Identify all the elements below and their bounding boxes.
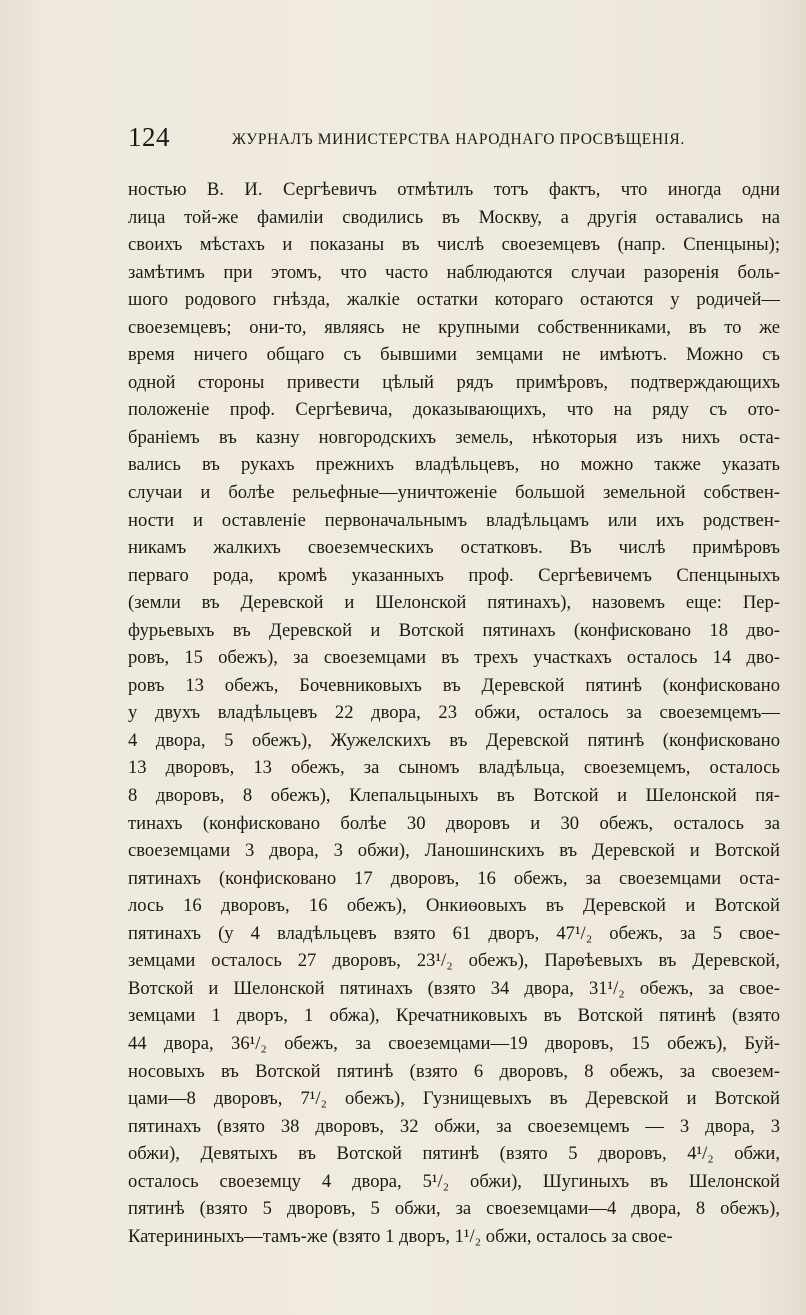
- text-line: обжи), Девятыхъ въ Вотской пятинѣ (взято 5 дворовъ, 4¹/₂ обжи,: [128, 1143, 780, 1165]
- text-line: фурьевыхъ въ Деревской и Вотской пятинахъ (конфисковано 18 дво-: [128, 619, 780, 641]
- text-line: Катерининыхъ—тамъ-же (взято 1 дворъ, 1¹/₂ обжи, осталось за свое-: [128, 1225, 673, 1247]
- text-line: браніемъ въ казну новгородскихъ земель, нѣкоторыя изъ нихъ оста-: [128, 426, 780, 448]
- text-line: одной стороны привести цѣлый рядъ примѣровъ, подтверждающихъ: [128, 371, 780, 393]
- text-line: пятинахъ (у 4 владѣльцевъ взято 61 дворъ, 47¹/₂ обежъ, за 5 свое-: [128, 922, 780, 944]
- text-line: вались въ рукахъ прежнихъ владѣльцевъ, но можно также указать: [128, 454, 780, 476]
- text-line: Вотской и Шелонской пятинахъ (взято 34 двора, 31¹/₂ обежъ, за свое-: [128, 977, 780, 999]
- text-line: время ничего общаго съ бывшими земцами не имѣютъ. Можно съ: [128, 344, 780, 366]
- text-line: (земли въ Деревской и Шелонской пятинахъ), назовемъ еще: Пер-: [128, 592, 780, 614]
- text-line: случаи и болѣе рельефные—уничтоженіе большой земельной собствен-: [128, 482, 780, 504]
- text-line: своеземцевъ; они-то, являясь не крупными собственниками, въ то же: [128, 316, 780, 338]
- text-line: шого родового гнѣзда, жалкіе остатки котораго остаются у родичей—: [128, 289, 780, 311]
- body-text: [128, 176, 780, 1250]
- text-line: пятинахъ (конфисковано 17 дворовъ, 16 обежъ, за своеземцами оста-: [128, 867, 780, 889]
- text-line: лица той-же фамиліи сводились въ Москву, а другія оставались на: [128, 206, 780, 228]
- text-line: ности и оставленіе первоначальнымъ владѣльцамъ или ихъ родствен-: [128, 509, 780, 531]
- text-line: ровъ, 15 обежъ), за своеземцами въ трехъ участкахъ осталось 14 дво-: [128, 647, 780, 669]
- text-line: никамъ жалкихъ своеземческихъ остатковъ. Въ числѣ примѣровъ: [128, 537, 780, 559]
- text-line: у двухъ владѣльцевъ 22 двора, 23 обжи, осталось за своеземцемъ—: [128, 702, 780, 724]
- text-line: земцами осталось 27 дворовъ, 23¹/₂ обежъ), Парѳѣевыхъ въ Деревской,: [128, 950, 780, 972]
- text-line: 13 дворовъ, 13 обежъ, за сыномъ владѣльца, своеземцемъ, осталось: [128, 757, 780, 779]
- page-header: [128, 122, 685, 156]
- text-line: тинахъ (конфисковано болѣе 30 дворовъ и 30 обежъ, осталось за: [128, 812, 780, 834]
- text-line: положеніе проф. Сергѣевича, доказывающихъ, что на ряду съ ото-: [128, 399, 780, 421]
- text-line: цами—8 дворовъ, 7¹/₂ обежъ), Гузнищевыхъ въ Деревской и Вотской: [128, 1088, 780, 1110]
- text-line: 44 двора, 36¹/₂ обежъ, за своеземцами—19 дворовъ, 15 обежъ), Буй-: [128, 1032, 780, 1054]
- running-title: ЖУРНАЛЪ МИНИСТЕРСТВА НАРОДНАГО ПРОСВѢЩЕНІЯ.: [232, 131, 685, 148]
- text-line: осталось своеземцу 4 двора, 5¹/₂ обжи), Шугиныхъ въ Шелонской: [128, 1170, 780, 1192]
- page-number: 124: [128, 122, 170, 152]
- text-line: своихъ мѣстахъ и показаны въ числѣ своеземцевъ (напр. Спенцыны);: [128, 234, 780, 256]
- text-line: земцами 1 дворъ, 1 обжа), Кречатниковыхъ въ Вотской пятинѣ (взято: [128, 1005, 780, 1027]
- text-line: замѣтимъ при этомъ, что часто наблюдаются случаи разоренія боль-: [128, 261, 780, 283]
- text-line: лось 16 дворовъ, 16 обежъ), Онкиѳовыхъ въ Деревской и Вотской: [128, 895, 780, 917]
- text-line: перваго рода, кромѣ указанныхъ проф. Сергѣевичемъ Спенцыныхъ: [128, 564, 780, 586]
- text-line: ровъ 13 обежъ, Бочевниковыхъ въ Деревской пятинѣ (конфисковано: [128, 674, 780, 696]
- text-line: пятинѣ (взято 5 дворовъ, 5 обжи, за своеземцами—4 двора, 8 обежъ),: [128, 1198, 780, 1220]
- text-line: 4 двора, 5 обежъ), Жужелскихъ въ Деревской пятинѣ (конфисковано: [128, 729, 780, 751]
- text-line: носовыхъ въ Вотской пятинѣ (взято 6 дворовъ, 8 обежъ, за своезем-: [128, 1060, 780, 1082]
- text-line: своеземцами 3 двора, 3 обжи), Ланошинскихъ въ Деревской и Вотской: [128, 840, 780, 862]
- text-line: ностью В. И. Сергѣевичъ отмѣтилъ тотъ фактъ, что иногда одни: [128, 179, 780, 200]
- text-line: пятинахъ (взято 38 дворовъ, 32 обжи, за своеземцемъ — 3 двора, 3: [128, 1115, 780, 1137]
- text-line: 8 дворовъ, 8 обежъ), Клепальцыныхъ въ Вотской и Шелонской пя-: [128, 785, 780, 807]
